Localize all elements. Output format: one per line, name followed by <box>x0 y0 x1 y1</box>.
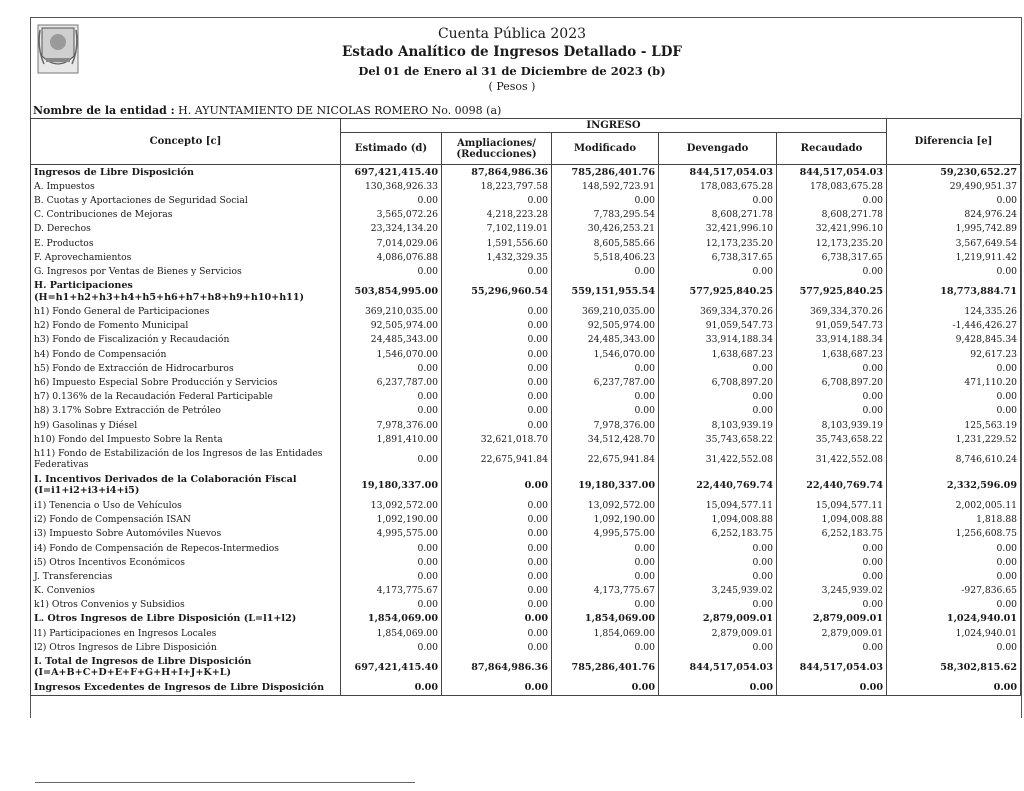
row-value-f: 1,818.88 <box>887 513 1021 527</box>
row-concept: Ingresos de Libre Disposición <box>31 165 341 180</box>
row-value-e: 0.00 <box>341 555 442 569</box>
row-value-a: 0.00 <box>442 305 552 319</box>
row-value-a: 0.00 <box>442 390 552 404</box>
row-concept: F. Aprovechamientos <box>31 250 341 264</box>
row-concept: l1) Participaciones en Ingresos Locales <box>31 626 341 640</box>
row-value-f: 0.00 <box>887 390 1021 404</box>
table-row <box>31 222 1021 236</box>
row-value-e: 0.00 <box>341 446 442 472</box>
row-value-e: 1,854,069.00 <box>341 626 442 640</box>
table-row <box>31 640 1021 654</box>
row-concept: h8) 3.17% Sobre Extracción de Petróleo <box>31 404 341 418</box>
row-value-d: 0.00 <box>659 598 777 612</box>
table-row <box>31 179 1021 193</box>
row-value-f: 0.00 <box>887 264 1021 278</box>
row-value-m: 0.00 <box>552 640 659 654</box>
row-value-e: 3,565,072.26 <box>341 208 442 222</box>
table-row <box>31 319 1021 333</box>
row-value-d: 6,738,317.65 <box>659 250 777 264</box>
row-value-f: -1,446,426.27 <box>887 319 1021 333</box>
row-value-e: 92,505,974.00 <box>341 319 442 333</box>
table-row <box>31 390 1021 404</box>
row-concept: A. Impuestos <box>31 179 341 193</box>
table-row <box>31 279 1021 305</box>
row-value-m: 0.00 <box>552 598 659 612</box>
row-value-m: 7,783,295.54 <box>552 208 659 222</box>
row-value-m: 30,426,253.21 <box>552 222 659 236</box>
row-value-e: 503,854,995.00 <box>341 279 442 305</box>
row-value-f: 1,024,940.01 <box>887 626 1021 640</box>
row-value-a: 0.00 <box>442 375 552 389</box>
table-row <box>31 555 1021 569</box>
row-value-f: 9,428,845.34 <box>887 333 1021 347</box>
row-value-d: 3,245,939.02 <box>659 584 777 598</box>
row-value-f: 824,976.24 <box>887 208 1021 222</box>
row-value-a: 18,223,797.58 <box>442 179 552 193</box>
row-value-a: 1,432,329.35 <box>442 250 552 264</box>
row-value-r: 33,914,188.34 <box>777 333 887 347</box>
table-row <box>31 165 1021 180</box>
table-row <box>31 541 1021 555</box>
table-row <box>31 584 1021 598</box>
row-concept: h9) Gasolinas y Diésel <box>31 418 341 432</box>
row-value-r: 0.00 <box>777 361 887 375</box>
row-value-f: 0.00 <box>887 361 1021 375</box>
col-devengado: Devengado <box>659 133 777 165</box>
table-row <box>31 498 1021 512</box>
row-value-f: 3,567,649.54 <box>887 236 1021 250</box>
row-value-r: 0.00 <box>777 541 887 555</box>
row-concept: h3) Fondo de Fiscalización y Recaudación <box>31 333 341 347</box>
col-recaudado: Recaudado <box>777 133 887 165</box>
row-value-e: 0.00 <box>341 598 442 612</box>
table-row <box>31 305 1021 319</box>
row-value-m: 4,995,575.00 <box>552 527 659 541</box>
row-value-f: 0.00 <box>887 541 1021 555</box>
row-value-e: 1,891,410.00 <box>341 432 442 446</box>
row-value-f: -927,836.65 <box>887 584 1021 598</box>
income-table <box>30 118 1021 696</box>
row-value-r: 369,334,370.26 <box>777 305 887 319</box>
table-row <box>31 654 1021 680</box>
row-value-r: 0.00 <box>777 390 887 404</box>
row-value-r: 0.00 <box>777 193 887 207</box>
row-value-d: 178,083,675.28 <box>659 179 777 193</box>
row-value-m: 0.00 <box>552 541 659 555</box>
row-concept: h4) Fondo de Compensación <box>31 347 341 361</box>
table-row <box>31 375 1021 389</box>
row-value-e: 697,421,415.40 <box>341 654 442 680</box>
table-row <box>31 446 1021 472</box>
row-concept: i2) Fondo de Compensación ISAN <box>31 513 341 527</box>
row-value-a: 0.00 <box>442 569 552 583</box>
table-row <box>31 236 1021 250</box>
row-value-a: 0.00 <box>442 404 552 418</box>
row-value-e: 23,324,134.20 <box>341 222 442 236</box>
col-ingreso-group: INGRESO <box>341 119 887 133</box>
table-row <box>31 598 1021 612</box>
row-value-d: 1,638,687.23 <box>659 347 777 361</box>
row-concept: h5) Fondo de Extracción de Hidrocarburos <box>31 361 341 375</box>
row-value-a: 22,675,941.84 <box>442 446 552 472</box>
row-concept: J. Transferencias <box>31 569 341 583</box>
row-value-m: 24,485,343.00 <box>552 333 659 347</box>
row-value-a: 87,864,986.36 <box>442 654 552 680</box>
row-concept: G. Ingresos por Ventas de Bienes y Servicios <box>31 264 341 278</box>
row-value-m: 148,592,723.91 <box>552 179 659 193</box>
row-value-e: 7,014,029.06 <box>341 236 442 250</box>
entity-label: Nombre de la entidad : <box>33 104 175 117</box>
report-currency: ( Pesos ) <box>488 80 536 93</box>
row-value-d: 12,173,235.20 <box>659 236 777 250</box>
row-concept: h7) 0.136% de la Recaudación Federal Participable <box>31 390 341 404</box>
row-value-d: 91,059,547.73 <box>659 319 777 333</box>
row-value-f: 2,332,596.09 <box>887 472 1021 498</box>
row-value-e: 0.00 <box>341 640 442 654</box>
row-value-a: 0.00 <box>442 264 552 278</box>
row-value-m: 19,180,337.00 <box>552 472 659 498</box>
row-value-f: 8,746,610.24 <box>887 446 1021 472</box>
row-value-d: 2,879,009.01 <box>659 626 777 640</box>
row-concept: h10) Fondo del Impuesto Sobre la Renta <box>31 432 341 446</box>
col-modificado: Modificado <box>552 133 659 165</box>
table-row <box>31 347 1021 361</box>
row-value-d: 0.00 <box>659 193 777 207</box>
row-concept: l2) Otros Ingresos de Libre Disposición <box>31 640 341 654</box>
row-value-a: 55,296,960.54 <box>442 279 552 305</box>
report-title: Estado Analítico de Ingresos Detallado - LDF <box>341 44 683 60</box>
row-concept: Ingresos Excedentes de Ingresos de Libre Disposición <box>31 680 341 695</box>
row-concept: L. Otros Ingresos de Libre Disposición (L=l1+l2) <box>31 612 341 626</box>
row-value-e: 1,854,069.00 <box>341 612 442 626</box>
row-value-d: 0.00 <box>659 640 777 654</box>
row-value-a: 32,621,018.70 <box>442 432 552 446</box>
row-value-f: 125,563.19 <box>887 418 1021 432</box>
row-value-e: 1,092,190.00 <box>341 513 442 527</box>
row-value-m: 785,286,401.76 <box>552 165 659 180</box>
row-value-r: 1,094,008.88 <box>777 513 887 527</box>
table-row <box>31 418 1021 432</box>
row-value-f: 2,002,005.11 <box>887 498 1021 512</box>
row-concept: i1) Tenencia o Uso de Vehículos <box>31 498 341 512</box>
row-value-f: 18,773,884.71 <box>887 279 1021 305</box>
row-value-r: 35,743,658.22 <box>777 432 887 446</box>
row-concept: I. Incentivos Derivados de la Colaboración Fiscal (I=i1+i2+i3+i4+i5) <box>31 472 341 498</box>
row-value-r: 0.00 <box>777 680 887 695</box>
row-value-a: 0.00 <box>442 598 552 612</box>
row-value-r: 178,083,675.28 <box>777 179 887 193</box>
row-value-r: 6,738,317.65 <box>777 250 887 264</box>
row-value-d: 8,103,939.19 <box>659 418 777 432</box>
row-value-a: 4,218,223.28 <box>442 208 552 222</box>
row-value-e: 0.00 <box>341 361 442 375</box>
row-value-a: 0.00 <box>442 555 552 569</box>
row-value-d: 844,517,054.03 <box>659 165 777 180</box>
row-value-f: 0.00 <box>887 640 1021 654</box>
row-value-r: 0.00 <box>777 555 887 569</box>
row-value-a: 0.00 <box>442 193 552 207</box>
row-value-r: 2,879,009.01 <box>777 626 887 640</box>
row-value-a: 0.00 <box>442 513 552 527</box>
row-value-d: 15,094,577.11 <box>659 498 777 512</box>
row-value-f: 471,110.20 <box>887 375 1021 389</box>
row-concept: h1) Fondo General de Participaciones <box>31 305 341 319</box>
table-row <box>31 626 1021 640</box>
row-value-m: 1,854,069.00 <box>552 612 659 626</box>
row-value-d: 2,879,009.01 <box>659 612 777 626</box>
row-concept: i3) Impuesto Sobre Automóviles Nuevos <box>31 527 341 541</box>
entity-value: H. AYUNTAMIENTO DE NICOLAS ROMERO No. 0098 (a) <box>178 104 502 117</box>
row-concept: C. Contribuciones de Mejoras <box>31 208 341 222</box>
row-value-m: 1,854,069.00 <box>552 626 659 640</box>
row-value-m: 8,605,585.66 <box>552 236 659 250</box>
footer-rule <box>35 782 415 783</box>
row-value-e: 19,180,337.00 <box>341 472 442 498</box>
row-value-e: 369,210,035.00 <box>341 305 442 319</box>
row-value-e: 0.00 <box>341 390 442 404</box>
row-value-d: 0.00 <box>659 555 777 569</box>
row-value-f: 1,231,229.52 <box>887 432 1021 446</box>
row-value-f: 0.00 <box>887 193 1021 207</box>
row-value-e: 6,237,787.00 <box>341 375 442 389</box>
row-value-m: 13,092,572.00 <box>552 498 659 512</box>
row-value-d: 8,608,271.78 <box>659 208 777 222</box>
row-value-m: 22,675,941.84 <box>552 446 659 472</box>
row-value-e: 0.00 <box>341 569 442 583</box>
row-value-r: 844,517,054.03 <box>777 165 887 180</box>
row-concept: i5) Otros Incentivos Económicos <box>31 555 341 569</box>
row-value-a: 0.00 <box>442 347 552 361</box>
row-concept: K. Convenios <box>31 584 341 598</box>
row-value-d: 0.00 <box>659 361 777 375</box>
table-row <box>31 361 1021 375</box>
row-value-e: 4,086,076.88 <box>341 250 442 264</box>
row-value-r: 2,879,009.01 <box>777 612 887 626</box>
row-value-a: 0.00 <box>442 626 552 640</box>
row-value-r: 0.00 <box>777 404 887 418</box>
row-concept: h2) Fondo de Fomento Municipal <box>31 319 341 333</box>
row-value-m: 0.00 <box>552 680 659 695</box>
row-value-f: 0.00 <box>887 555 1021 569</box>
row-value-f: 0.00 <box>887 404 1021 418</box>
row-value-e: 4,995,575.00 <box>341 527 442 541</box>
row-value-d: 0.00 <box>659 680 777 695</box>
row-value-e: 697,421,415.40 <box>341 165 442 180</box>
row-value-f: 1,995,742.89 <box>887 222 1021 236</box>
row-value-r: 0.00 <box>777 640 887 654</box>
row-value-r: 32,421,996.10 <box>777 222 887 236</box>
table-row <box>31 193 1021 207</box>
row-value-f: 1,024,940.01 <box>887 612 1021 626</box>
row-value-r: 6,708,897.20 <box>777 375 887 389</box>
col-ampliaciones: Ampliaciones/ (Reducciones) <box>442 133 552 165</box>
row-value-d: 6,708,897.20 <box>659 375 777 389</box>
row-value-m: 369,210,035.00 <box>552 305 659 319</box>
row-value-f: 0.00 <box>887 680 1021 695</box>
row-value-f: 1,219,911.42 <box>887 250 1021 264</box>
col-diferencia: Diferencia [e] <box>887 119 1021 165</box>
row-value-d: 844,517,054.03 <box>659 654 777 680</box>
row-value-a: 0.00 <box>442 333 552 347</box>
row-value-a: 1,591,556.60 <box>442 236 552 250</box>
row-concept: D. Derechos <box>31 222 341 236</box>
row-value-e: 130,368,926.33 <box>341 179 442 193</box>
row-value-e: 0.00 <box>341 541 442 555</box>
row-value-m: 1,546,070.00 <box>552 347 659 361</box>
row-concept: k1) Otros Convenios y Subsidios <box>31 598 341 612</box>
table-row <box>31 432 1021 446</box>
col-estimado: Estimado (d) <box>341 133 442 165</box>
table-row <box>31 569 1021 583</box>
row-value-f: 92,617.23 <box>887 347 1021 361</box>
row-value-d: 577,925,840.25 <box>659 279 777 305</box>
entity-name <box>33 104 501 117</box>
row-value-r: 0.00 <box>777 264 887 278</box>
row-value-m: 0.00 <box>552 361 659 375</box>
row-value-m: 0.00 <box>552 569 659 583</box>
row-value-a: 0.00 <box>442 612 552 626</box>
row-value-r: 1,638,687.23 <box>777 347 887 361</box>
row-concept: H. Participaciones (H=h1+h2+h3+h4+h5+h6+h7+h8+h9+h10+h11) <box>31 279 341 305</box>
row-value-r: 6,252,183.75 <box>777 527 887 541</box>
row-value-a: 0.00 <box>442 319 552 333</box>
row-value-r: 577,925,840.25 <box>777 279 887 305</box>
table-row <box>31 250 1021 264</box>
row-value-r: 12,173,235.20 <box>777 236 887 250</box>
row-value-e: 0.00 <box>341 404 442 418</box>
row-value-d: 31,422,552.08 <box>659 446 777 472</box>
row-value-d: 0.00 <box>659 264 777 278</box>
table-row <box>31 208 1021 222</box>
row-value-a: 0.00 <box>442 498 552 512</box>
row-value-m: 0.00 <box>552 555 659 569</box>
table-row <box>31 680 1021 695</box>
row-value-e: 24,485,343.00 <box>341 333 442 347</box>
row-value-e: 4,173,775.67 <box>341 584 442 598</box>
row-concept: h6) Impuesto Especial Sobre Producción y Servicios <box>31 375 341 389</box>
row-value-r: 3,245,939.02 <box>777 584 887 598</box>
row-value-d: 35,743,658.22 <box>659 432 777 446</box>
row-value-f: 0.00 <box>887 569 1021 583</box>
row-value-d: 33,914,188.34 <box>659 333 777 347</box>
row-value-m: 6,237,787.00 <box>552 375 659 389</box>
row-value-d: 0.00 <box>659 541 777 555</box>
row-value-d: 32,421,996.10 <box>659 222 777 236</box>
row-value-a: 7,102,119.01 <box>442 222 552 236</box>
row-value-f: 1,256,608.75 <box>887 527 1021 541</box>
table-row <box>31 404 1021 418</box>
row-value-a: 0.00 <box>442 584 552 598</box>
row-value-r: 8,103,939.19 <box>777 418 887 432</box>
table-row <box>31 527 1021 541</box>
row-value-r: 31,422,552.08 <box>777 446 887 472</box>
row-value-a: 0.00 <box>442 680 552 695</box>
row-value-f: 0.00 <box>887 598 1021 612</box>
row-value-d: 6,252,183.75 <box>659 527 777 541</box>
row-concept: i4) Fondo de Compensación de Repecos-Intermedios <box>31 541 341 555</box>
row-value-d: 22,440,769.74 <box>659 472 777 498</box>
col-concepto: Concepto [c] <box>31 119 341 165</box>
row-value-e: 0.00 <box>341 680 442 695</box>
row-concept: I. Total de Ingresos de Libre Disposición (I=A+B+C+D+E+F+G+H+I+J+K+L) <box>31 654 341 680</box>
row-value-e: 7,978,376.00 <box>341 418 442 432</box>
row-value-r: 0.00 <box>777 598 887 612</box>
row-value-r: 0.00 <box>777 569 887 583</box>
row-value-e: 13,092,572.00 <box>341 498 442 512</box>
row-value-m: 0.00 <box>552 390 659 404</box>
row-value-r: 22,440,769.74 <box>777 472 887 498</box>
row-value-a: 87,864,986.36 <box>442 165 552 180</box>
row-value-a: 0.00 <box>442 418 552 432</box>
row-value-m: 785,286,401.76 <box>552 654 659 680</box>
row-value-e: 1,546,070.00 <box>341 347 442 361</box>
row-value-r: 91,059,547.73 <box>777 319 887 333</box>
row-concept: h11) Fondo de Estabilización de los Ingresos de las Entidades Federativas <box>31 446 341 472</box>
row-value-f: 59,230,652.27 <box>887 165 1021 180</box>
row-value-d: 0.00 <box>659 569 777 583</box>
row-value-d: 0.00 <box>659 390 777 404</box>
table-row <box>31 612 1021 626</box>
row-value-a: 0.00 <box>442 472 552 498</box>
row-value-a: 0.00 <box>442 361 552 375</box>
row-value-m: 5,518,406.23 <box>552 250 659 264</box>
row-value-m: 92,505,974.00 <box>552 319 659 333</box>
row-value-f: 124,335.26 <box>887 305 1021 319</box>
row-value-m: 0.00 <box>552 404 659 418</box>
row-value-r: 8,608,271.78 <box>777 208 887 222</box>
row-value-m: 34,512,428.70 <box>552 432 659 446</box>
row-value-m: 0.00 <box>552 193 659 207</box>
row-value-r: 844,517,054.03 <box>777 654 887 680</box>
row-value-a: 0.00 <box>442 527 552 541</box>
table-row <box>31 333 1021 347</box>
row-value-m: 1,092,190.00 <box>552 513 659 527</box>
row-value-d: 369,334,370.26 <box>659 305 777 319</box>
row-value-d: 0.00 <box>659 404 777 418</box>
table-row <box>31 472 1021 498</box>
report-year-title: Cuenta Pública 2023 <box>437 26 587 42</box>
row-value-r: 15,094,577.11 <box>777 498 887 512</box>
table-row <box>31 513 1021 527</box>
row-value-f: 58,302,815.62 <box>887 654 1021 680</box>
row-value-f: 29,490,951.37 <box>887 179 1021 193</box>
row-value-m: 0.00 <box>552 264 659 278</box>
row-value-a: 0.00 <box>442 541 552 555</box>
row-value-m: 559,151,955.54 <box>552 279 659 305</box>
row-concept: B. Cuotas y Aportaciones de Seguridad Social <box>31 193 341 207</box>
row-value-a: 0.00 <box>442 640 552 654</box>
row-value-d: 1,094,008.88 <box>659 513 777 527</box>
row-value-m: 7,978,376.00 <box>552 418 659 432</box>
report-period: Del 01 de Enero al 31 de Diciembre de 2023 (b) <box>358 64 666 78</box>
row-concept: E. Productos <box>31 236 341 250</box>
row-value-e: 0.00 <box>341 264 442 278</box>
row-value-e: 0.00 <box>341 193 442 207</box>
row-value-m: 4,173,775.67 <box>552 584 659 598</box>
table-row <box>31 264 1021 278</box>
